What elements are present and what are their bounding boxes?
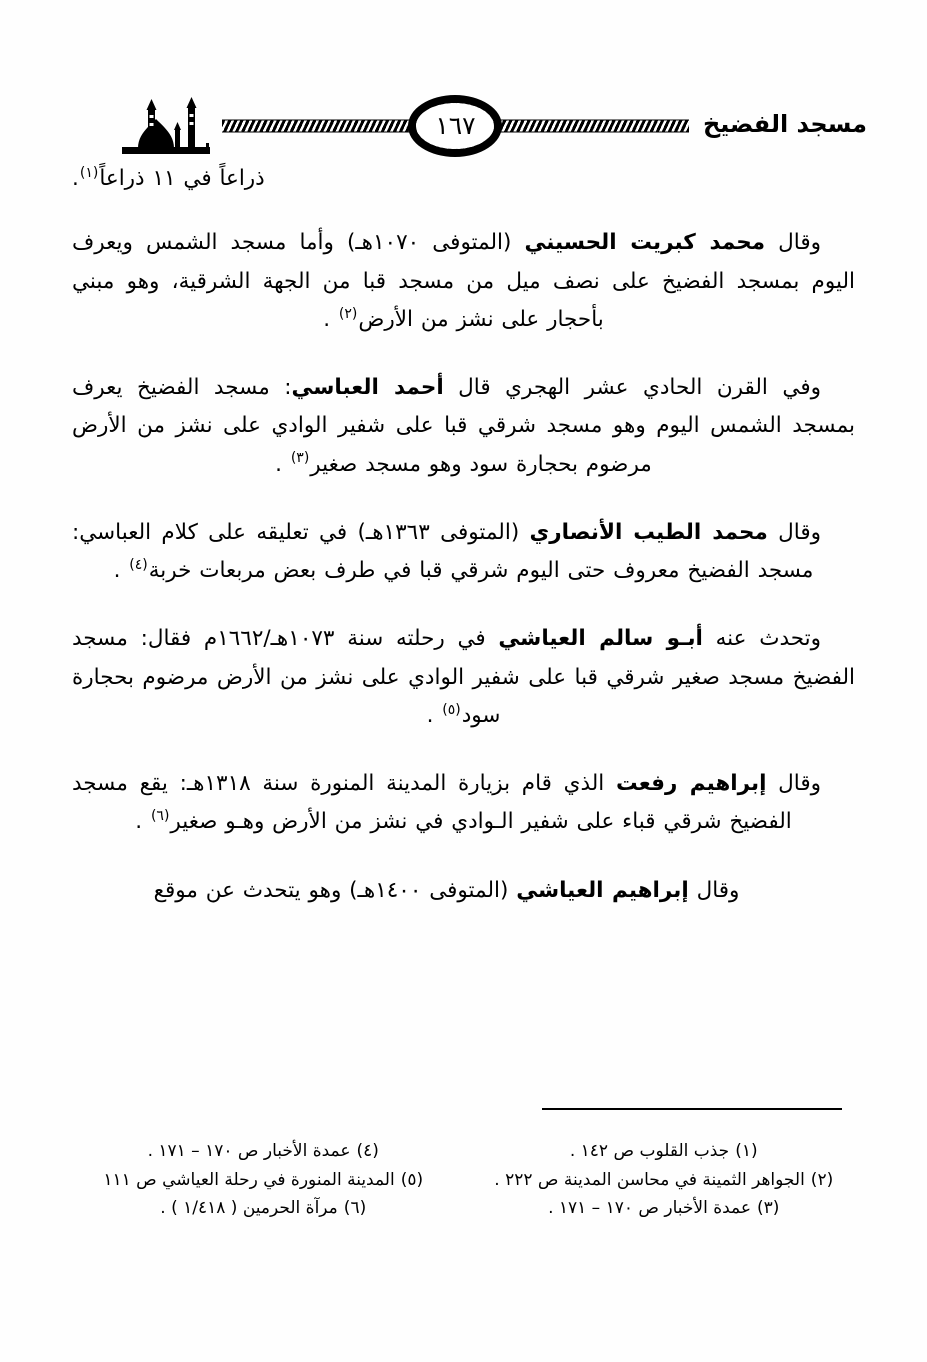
para-rest: (المتوفى ١٤٠٠هـ) وهو يتحدث عن موقع [153,877,517,903]
footnote-column-left [72,1138,455,1224]
cited-author-name: محمد الطيب الأنصاري [529,519,768,545]
paragraph-kibrit [72,224,855,339]
footnote-ref-2: (٢) [338,305,358,322]
para-end: . [135,809,150,835]
paragraph-ibrahim-ayyashi [72,872,855,910]
rope-segment-left [222,120,413,133]
paragraph-abbasi [72,369,855,484]
footnote-item [72,1138,455,1166]
paragraph-ibrahim-rifaat [72,765,855,842]
rope-segment-right [497,120,688,133]
page-number-badge-inner [416,103,494,149]
footnote-text: المدينة المنورة في رحلة العياشي ص ١١١ [103,1169,395,1190]
footnote-item [473,1167,856,1195]
mosque-silhouette-icon [120,97,212,155]
footnote-text: الجواهر الثمينة في محاسن المدينة ص ٢٢٢ . [494,1169,805,1190]
cited-author-name: محمد كبريت الحسيني [524,230,766,256]
footnote-item [72,1195,455,1223]
para-prefix: وتحدث عنه [702,626,821,652]
para-rest: في رحلته سنة ١٠٧٣هـ/١٦٦٢م فقال: مسجد الفضيخ مسجد صغير شرقي قبا على شفير الوادي على نشز من الأرض مرضوم بحجارة سود [72,626,855,728]
braided-rule [222,103,689,149]
page-number-badge [408,95,502,157]
lead-line-end: . [72,166,79,191]
footnote-mark: (٦) [343,1198,367,1219]
para-prefix: وقال [688,877,740,903]
para-rest: : مسجد الفضيخ يعرف بمسجد الشمس اليوم وهو مسجد شرقي قبا على شفير الوادي على نشز من الأرض مرضوم بحجارة سود وهو مسجد صغير [72,375,855,477]
cited-author-name: أحمد العباسي [291,375,444,401]
chapter-title: مسجد الفضيخ [702,110,867,138]
footnote-text: عمدة الأخبار ص ١٧٠ – ١٧١ . [548,1198,752,1219]
footnote-mark: (٥) [400,1169,424,1190]
para-prefix: وقال [766,771,821,797]
lead-line-text: ذراعاً في ١١ ذراعاً [99,166,265,191]
footnote-text: مرآة الحرمين ( ١/٤١٨ ) . [160,1198,338,1219]
para-end: . [426,702,442,728]
para-end: . [275,451,290,477]
cited-author-name: إبراهيم العياشي [516,877,689,903]
para-prefix: وقال [765,230,822,256]
footnote-ref-4: (٤) [129,556,148,573]
cited-author-name: إبراهيم رفعت [615,771,767,797]
footnote-item [473,1138,856,1166]
para-rest: (المتوفى ١٠٧٠هـ) وأما مسجد الشمس ويعرف اليوم بمسجد الفضيخ على نصف ميل من مسجد قبا من الجهة الشرقية، وهو مبني بأحجار على نشز من الأرض [72,230,855,332]
footnote-mark: (٤) [356,1141,379,1161]
footnote-column-right [473,1138,856,1224]
page-number: ١٦٧ [435,110,476,140]
para-rest: الذي قام بزيارة المدينة المنورة سنة ١٣١٨هـ: يقع مسجد الفضيخ شرقي قباء على شفير الـوادي في نشز من الأرض وهـو صغير [72,771,792,835]
footnote-text: جذب القلوب ص ١٤٢ . [569,1141,730,1161]
para-end: . [323,306,338,332]
para-end: . [113,558,129,584]
footnote-text: عمدة الأخبار ص ١٧٠ – ١٧١ . [147,1141,351,1161]
para-prefix: وقال [767,519,821,545]
paragraph-ansari [72,514,855,591]
footnote-ref-6: (٦) [150,808,170,825]
page-body [72,160,855,910]
footnote-item [72,1167,455,1195]
footnote-mark: (١) [735,1141,758,1161]
footnote-item [473,1195,856,1223]
paragraph-abu-salim-ayyashi [72,620,855,735]
footnote-mark: (٢) [810,1169,834,1190]
para-rest: (المتوفى ١٣٦٣هـ) في تعليقه على كلام العباسي: مسجد الفضيخ معروف حتى اليوم شرقي قبا في طرف بعض مربعات خربة [72,519,814,584]
footnote-ref-3: (٣) [290,450,310,467]
para-prefix: وفي القرن الحادي عشر الهجري قال [443,375,821,401]
footnote-separator [542,1108,842,1110]
lead-line [72,160,855,198]
page-header [120,92,867,160]
cited-author-name: أبـو سالم العياشي [498,626,703,652]
footnote-ref-5: (٥) [442,701,461,718]
footnote-ref-1: (١) [79,164,99,181]
footnote-mark: (٣) [757,1198,780,1219]
footnotes-area [72,1138,855,1224]
